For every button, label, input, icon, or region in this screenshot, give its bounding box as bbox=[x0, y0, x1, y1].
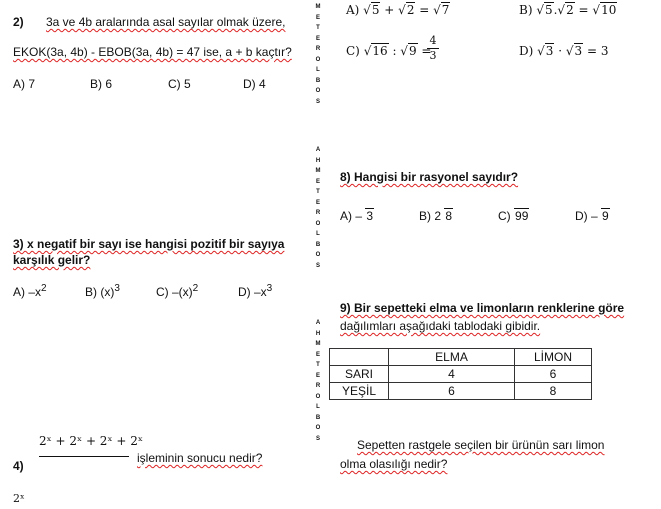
q4-numerator: 2ˣ + 2ˣ + 2ˣ + 2ˣ bbox=[39, 434, 143, 448]
table-row bbox=[330, 366, 592, 383]
q2-option-d: D) 4 bbox=[243, 77, 266, 91]
q3-option-b: B) $(x)^3$ bbox=[85, 283, 120, 299]
q2-line1: 3a ve 4b aralarında asal sayılar olmak üzere, bbox=[46, 15, 286, 29]
q3-option-a: A) $-x^2$ bbox=[13, 283, 47, 299]
table-row bbox=[330, 383, 592, 400]
table-cell: SARI bbox=[330, 366, 389, 383]
table-cell: 6 bbox=[515, 366, 592, 383]
table-cell: 6 bbox=[389, 383, 515, 400]
q2-line2: EKOK(3a, 4b) - EBOB(3a, 4b) = 47 ise, a + b kaçtır? bbox=[13, 45, 292, 59]
q8-option-b: B) 2 8 bbox=[419, 209, 453, 223]
q7-option-a: A) √5 + √2 = √7 bbox=[346, 3, 450, 17]
q7-option-d: D) √3 · √3 = 3 bbox=[519, 44, 609, 58]
q7-option-b: B) √5.√2 = √10 bbox=[519, 3, 617, 17]
q8-option-c: C) 99 bbox=[498, 209, 529, 223]
q9-line4: olma olasılığı nedir? bbox=[340, 457, 448, 471]
q3-option-d: D) $-x^3$ bbox=[238, 283, 273, 299]
q4-partial-denominator: 2ˣ bbox=[13, 492, 25, 505]
table-cell: 4 bbox=[389, 366, 515, 383]
q2-option-c: C) 5 bbox=[168, 77, 191, 91]
vertical-label-upper: M E T E R O L B O S bbox=[315, 4, 321, 105]
q2-option-a: A) 7 bbox=[13, 77, 36, 91]
q7-option-c: C) √16 : √9 = bbox=[346, 44, 432, 58]
q7-c-fraction: $\frac{4}{3}$ bbox=[427, 34, 439, 62]
q9-line3: Sepetten rastgele seçilen bir ürünün sarı limon bbox=[357, 438, 605, 452]
q8-question: 8) Hangisi bir rasyonel sayıdır? bbox=[340, 170, 519, 184]
q9-line2: dağılımları aşağıdaki tablodaki gibidir. bbox=[340, 319, 541, 333]
vertical-label-lower: A H M E T E R O L B O S bbox=[315, 320, 321, 442]
table-header-cell: LİMON bbox=[515, 349, 592, 366]
q4-number: 4) bbox=[13, 459, 24, 473]
q8-option-a: A) – 3 bbox=[340, 209, 374, 223]
table-header-cell bbox=[330, 349, 389, 366]
table-header-cell: ELMA bbox=[389, 349, 515, 366]
table-header-row bbox=[330, 349, 592, 366]
q2-number: 2) bbox=[13, 15, 24, 29]
q2-option-b: B) 6 bbox=[90, 77, 113, 91]
table-cell: 8 bbox=[515, 383, 592, 400]
q4-text: işleminin sonucu nedir? bbox=[137, 451, 263, 465]
q3-line2: karşılık gelir? bbox=[13, 253, 91, 267]
q3-line1: 3) x negatif bir sayı ise hangisi pozitif bir sayıya bbox=[13, 237, 285, 251]
q4-fraction-bar bbox=[39, 456, 129, 457]
vertical-label-middle: A H M E T E R O L B O S bbox=[315, 147, 321, 269]
table-cell: YEŞİL bbox=[330, 383, 389, 400]
q8-option-d: D) – 9 bbox=[575, 209, 609, 223]
fruit-color-table bbox=[329, 348, 592, 400]
q9-line1: 9) Bir sepetteki elma ve limonların renklerine göre bbox=[340, 301, 625, 315]
q3-option-c: C) $-(x)^2$ bbox=[156, 283, 199, 299]
